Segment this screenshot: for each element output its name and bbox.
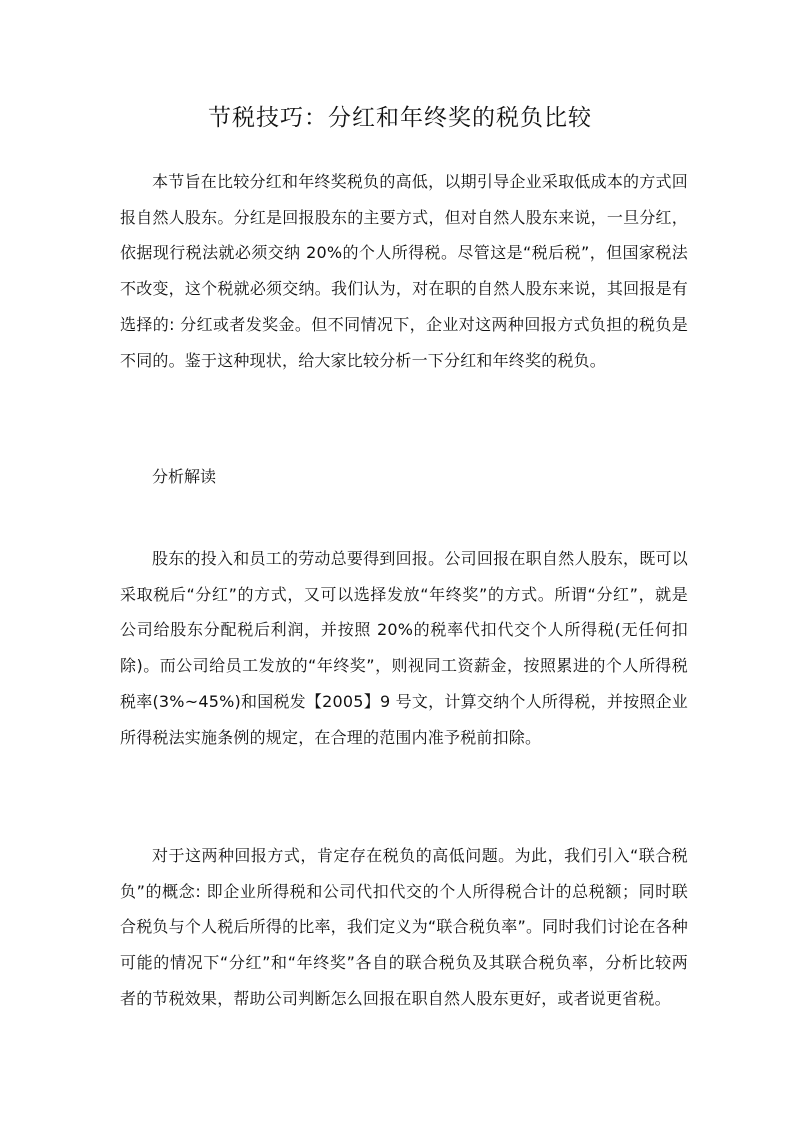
page-title: 节税技巧：分红和年终奖的税负比较 — [208, 105, 592, 131]
concept-paragraph: 对于这两种回报方式，肯定存在税负的高低问题。为此，我们引入“联合税负”的概念: 即企业所得税和公司代扣代交的个人所得税合计的总税额；同时联合税负与个人税后所得的比率，我们定义为“联合税负率”。同时我们讨论在各种可能的情况下“分红”和“年终奖”各自的联合税负及其联合税负率，分析比较两者的节税效果，帮助公司判断怎么回报在职自然人股东更好，或者说更省税。 — [120, 846, 688, 1008]
section-heading: 分析解读 — [152, 467, 217, 486]
intro-paragraph: 本节旨在比较分红和年终奖税负的高低，以期引导企业采取低成本的方式回报自然人股东。分红是回报股东的主要方式，但对自然人股东来说，一旦分红，依据现行税法就必须交纳 20%的个人所得税。尽管这是“税后税”，但国家税法不改变，这个税就必须交纳。我们认为，对在职的自然人股东来说，其回报是有选择的: 分红或者发奖金。但不同情况下，企业对这两种回报方式负担的税负是不同的。鉴于这种现状，给大家比较分析一下分红和年终奖的税负。 — [120, 172, 688, 370]
analysis-paragraph: 股东的投入和员工的劳动总要得到回报。公司回报在职自然人股东，既可以采取税后“分红”的方式，又可以选择发放“年终奖”的方式。所谓“分红”，就是公司给股东分配税后利润，并按照 20%的税率代扣代交个人所得税(无任何扣除)。而公司给员工发放的“年终奖”，则视同工资薪金，按照累进的个人所得税税率(3%~45%)和国税发【2005】9 号文，计算交纳个人所得税，并按照企业所得税法实施条例的规定，在合理的范围内准予税前扣除。 — [120, 549, 688, 747]
